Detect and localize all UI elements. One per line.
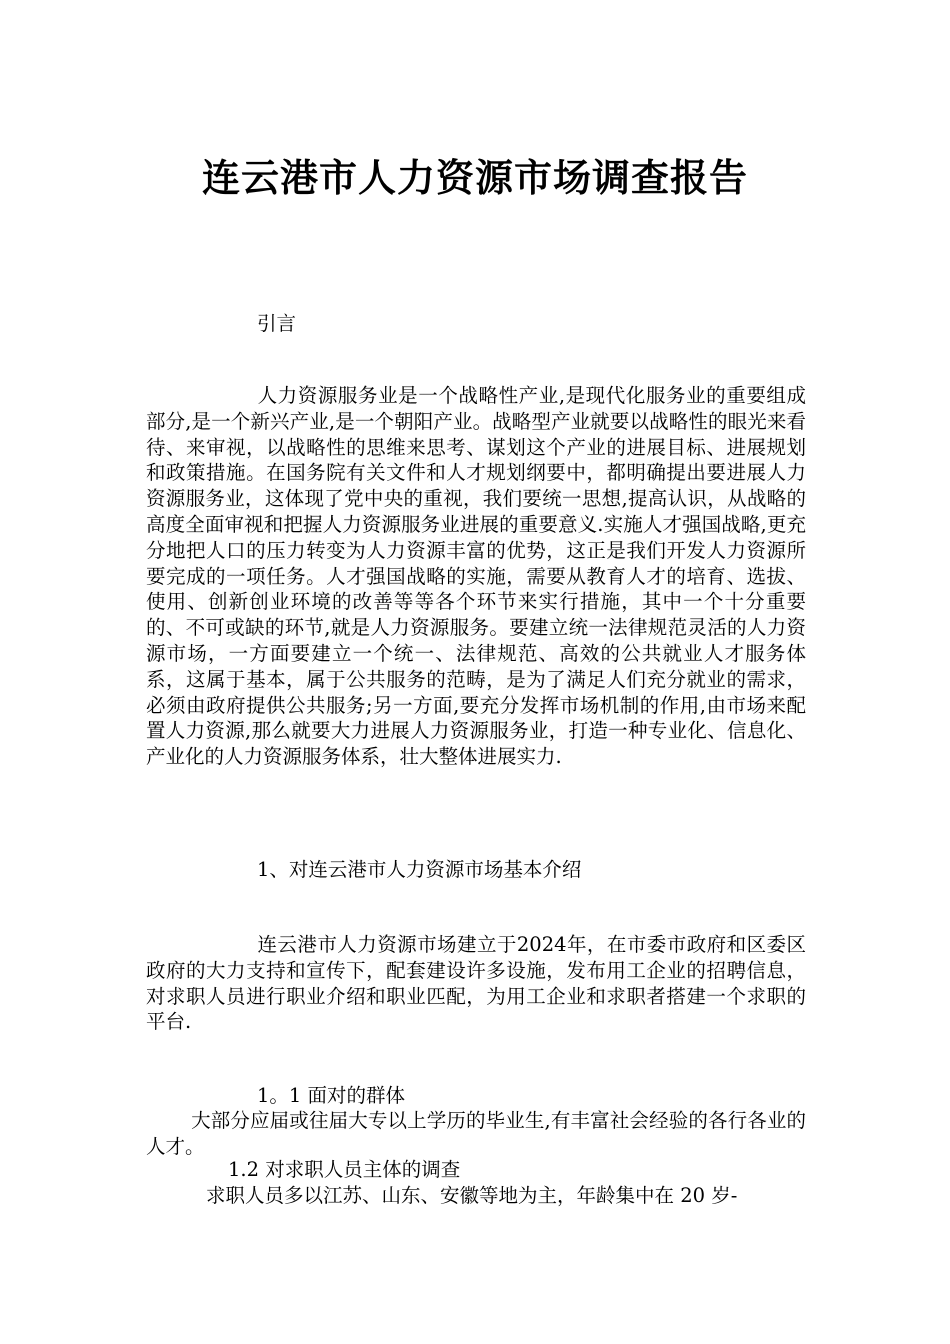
section1-1-heading: 1。1 面对的群体 [257,1084,406,1107]
section1-2-heading: 1.2 对求职人员主体的调查 [228,1158,461,1181]
section1-heading: 1、对连云港市人力资源市场基本介绍 [257,858,582,881]
intro-paragraph [146,383,806,770]
section1-2-paragraph [146,1183,806,1209]
section1-paragraph-text: 连云港市人力资源市场建立于2024年，在市委市政府和区委区政府的大力支持和宣传下，配套建设许多设施，发布用工企业的招聘信息，对求职人员进行职业介绍和职业匹配，为用工企业和求职者搭建一个求职的平台. [146,933,806,1034]
section1-2-paragraph-text: 求职人员多以江苏、山东、安徽等地为主，年龄集中在 20 岁- [206,1184,738,1207]
section1-paragraph [146,932,806,1035]
section1-1-paragraph-text: 大部分应届或往届大专以上学历的毕业生,有丰富社会经验的各行各业的人才。 [146,1109,806,1158]
intro-heading: 引言 [257,312,297,335]
document-title: 连云港市人力资源市场调查报告 [201,155,748,200]
section1-1-paragraph [146,1108,806,1160]
intro-paragraph-text: 人力资源服务业是一个战略性产业,是现代化服务业的重要组成部分,是一个新兴产业,是一个朝阳产业。战略型产业就要以战略性的眼光来看待、来审视，以战略性的思维来思考、谋划这个产业的进展目标、进展规划和政策措施。在国务院有关文件和人才规划纲要中，都明确提出要进展人力资源服务业，这体现了党中央的重视，我们要统一思想,提高认识，从战略的高度全面审视和把握人力资源服务业进展的重要意义.实施人才强国战略,更充分地把人口的压力转变为人力资源丰富的优势，这正是我们开发人力资源所要完成的一项任务。人才强国战略的实施，需要从教育人才的培育、选拔、使用、创新创业环境的改善等等各个环节来实行措施，其中一个十分重要的、不可或缺的环节,就是人力资源服务。要建立统一法律规范灵活的人力资源市场，一方面要建立一个统一、法律规范、高效的公共就业人才服务体系，这属于基本，属于公共服务的范畴，是为了满足人们充分就业的需求，必须由政府提供公共服务;另一方面,要充分发挥市场机制的作用,由市场来配置人力资源,那么就要大力进展人力资源服务业，打造一种专业化、信息化、产业化的人力资源服务体系，壮大整体进展实力. [146,384,806,769]
